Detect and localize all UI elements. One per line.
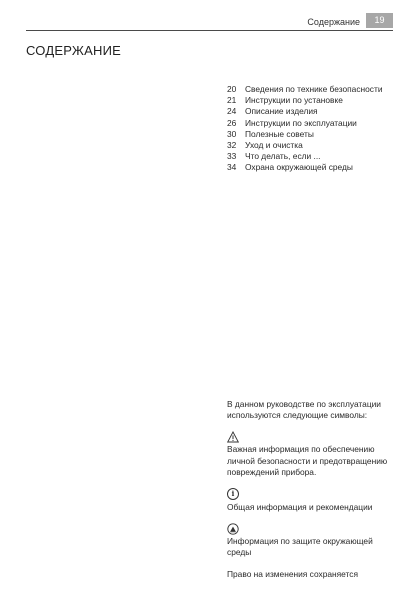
header-rule — [26, 30, 393, 31]
toc-page-number: 32 — [227, 140, 237, 151]
warning-triangle-icon — [227, 431, 239, 443]
table-of-contents — [227, 84, 397, 174]
legend-item-warning — [227, 431, 397, 478]
toc-page-number: 33 — [227, 151, 237, 162]
toc-title: Что делать, если ... — [245, 151, 321, 162]
toc-title: Полезные советы — [245, 128, 314, 139]
toc-entry[interactable] — [227, 151, 397, 162]
legend-item-text: Важная информация по обеспечению личной безопасности и предотвращению повреждений прибора. — [227, 444, 388, 477]
toc-title: Сведения по технике безопасности — [245, 84, 383, 94]
toc-entry[interactable] — [227, 84, 397, 95]
toc-page-number: 21 — [227, 95, 237, 106]
toc-page-number: 30 — [227, 128, 237, 139]
toc-title: Описание изделия — [245, 106, 318, 117]
legend-item-environment — [227, 523, 397, 558]
toc-page-number: 20 — [227, 84, 237, 94]
toc-entry[interactable] — [227, 106, 397, 117]
toc-entry[interactable] — [227, 95, 397, 106]
legend-item-text: Общая информация и рекомендации — [227, 502, 373, 513]
toc-page-number: 26 — [227, 117, 237, 128]
legend-intro: В данном руководстве по эксплуатации используются следующие символы: — [227, 399, 381, 421]
page-title: СОДЕРЖАНИЕ — [26, 43, 122, 58]
toc-page-number: 34 — [227, 162, 237, 173]
toc-title: Инструкции по установке — [245, 95, 343, 106]
legend-item-info — [227, 488, 397, 513]
page-number-badge: 19 — [366, 13, 393, 28]
disclaimer-text: Право на изменения сохраняется — [227, 568, 359, 579]
environment-circle-icon — [227, 523, 239, 535]
toc-entry[interactable] — [227, 140, 397, 151]
toc-entry[interactable] — [227, 118, 397, 129]
info-circle-icon: i — [227, 488, 239, 500]
toc-entry[interactable] — [227, 162, 397, 173]
legend-item-text: Информация по защите окружающей среды — [227, 536, 373, 558]
toc-page-number: 24 — [227, 106, 237, 117]
toc-entry[interactable] — [227, 129, 397, 140]
toc-title: Охрана окружающей среды — [245, 162, 353, 173]
toc-title: Уход и очистка — [245, 140, 303, 151]
symbols-legend — [227, 399, 397, 580]
header-section-label: Содержание — [307, 17, 360, 27]
toc-title: Инструкции по эксплуатации — [245, 117, 357, 128]
